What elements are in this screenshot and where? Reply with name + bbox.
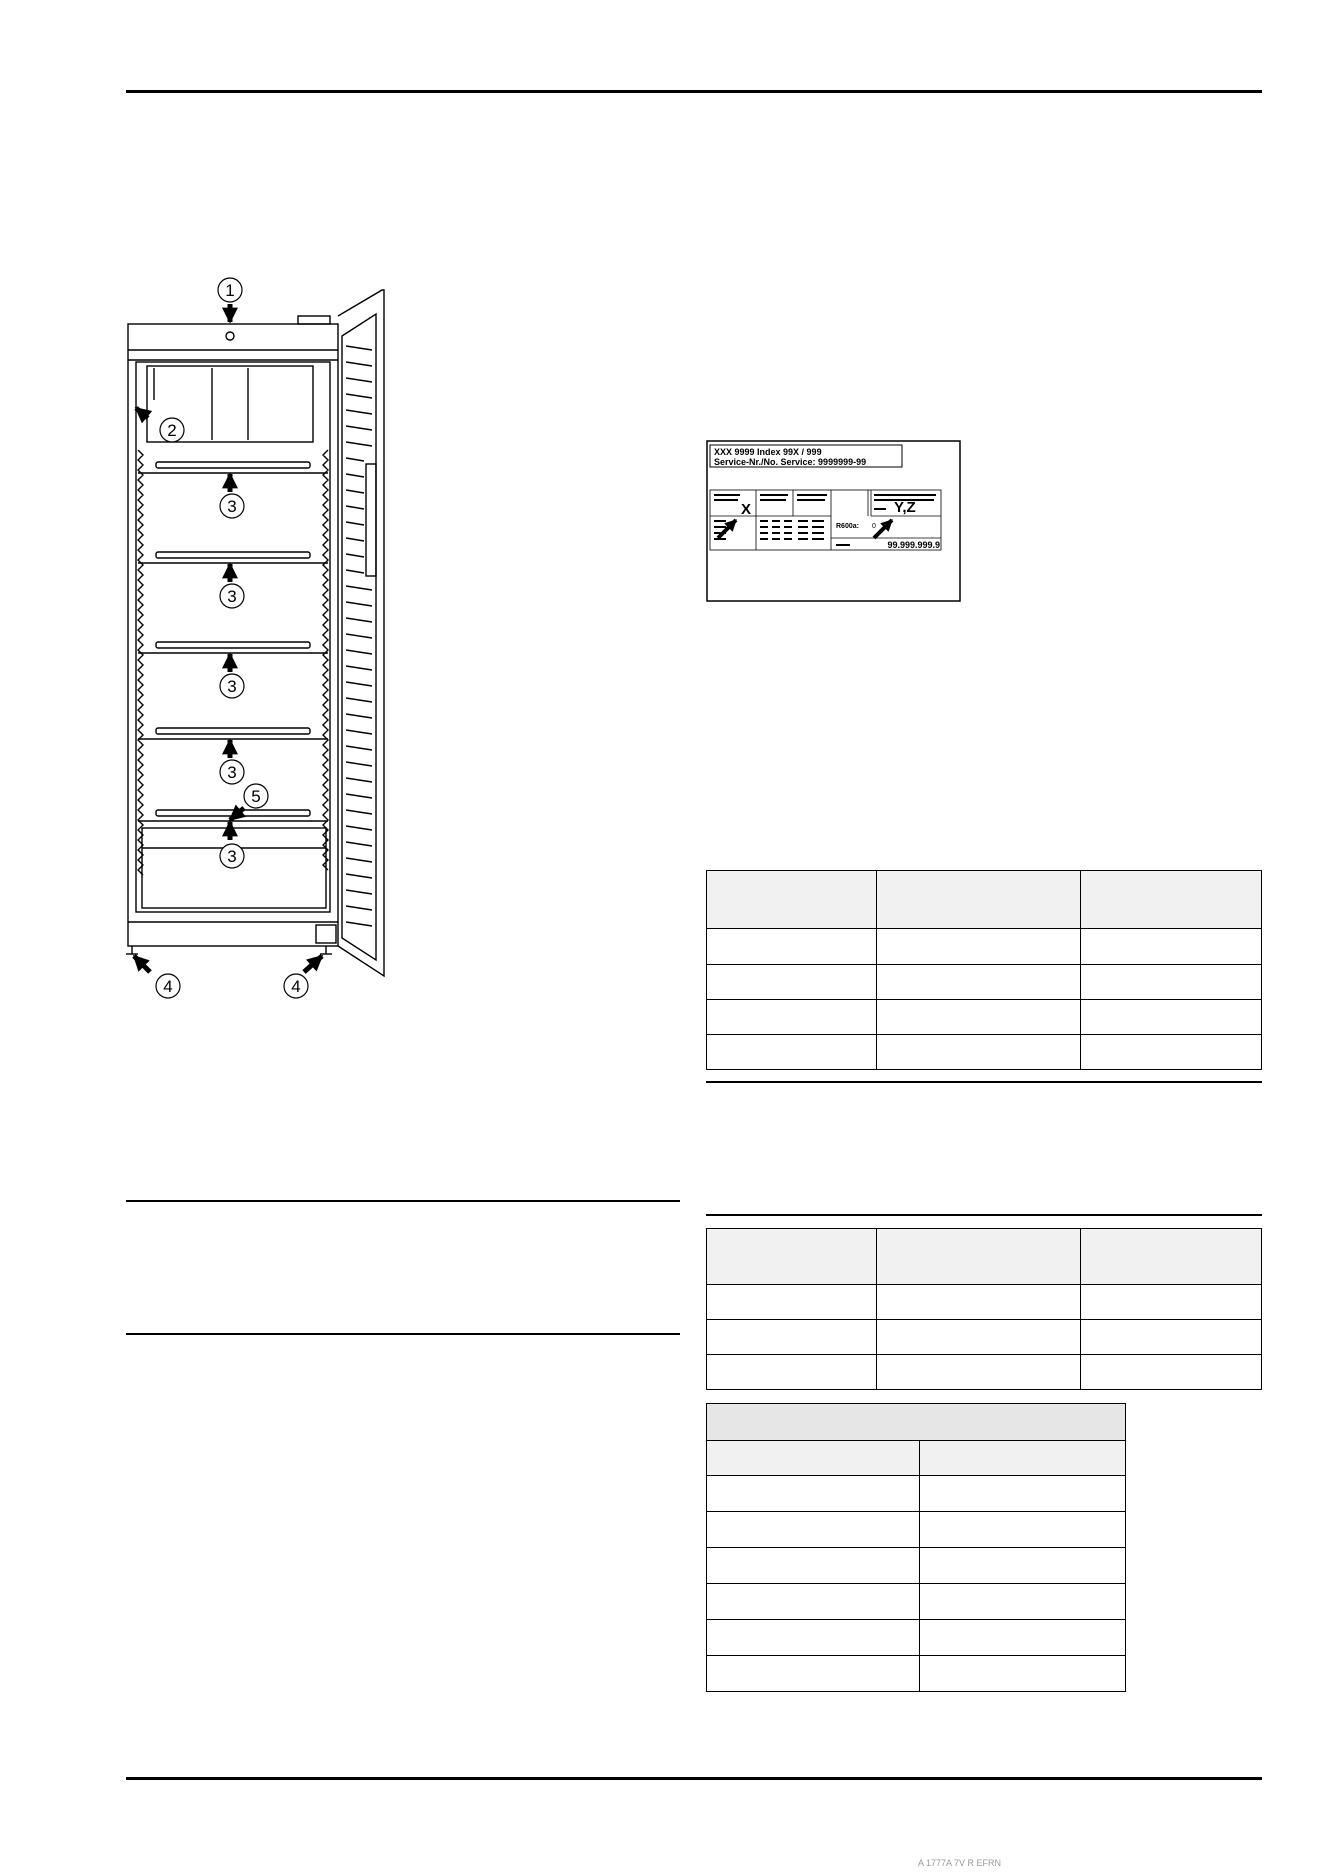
table-cell	[707, 1512, 920, 1548]
table-cell	[707, 929, 877, 965]
left-section-rule-1	[126, 1200, 680, 1202]
table-cell	[1081, 1285, 1262, 1320]
plate-model-line: XXX 9999 Index 99X / 999	[714, 447, 822, 457]
table-row	[707, 965, 1262, 1000]
table-cell	[707, 1584, 920, 1620]
plate-serial-value: 99.999.999.9	[887, 540, 940, 550]
svg-text:3: 3	[227, 497, 237, 516]
table-cell	[876, 1285, 1081, 1320]
table-cell	[920, 1584, 1126, 1620]
svg-text:5: 5	[251, 787, 261, 806]
table-row	[707, 1320, 1262, 1355]
table-c-header	[707, 1441, 1126, 1476]
svg-text:3: 3	[227, 763, 237, 782]
table-cell	[707, 1656, 920, 1692]
plate-refrigerant-label: R600a:	[836, 523, 859, 530]
table-c-title-row	[707, 1404, 1126, 1441]
callout-3-d	[220, 760, 244, 784]
table-row	[707, 929, 1262, 965]
table-cell	[707, 1548, 920, 1584]
table-cell	[876, 1320, 1081, 1355]
table-row	[707, 1620, 1126, 1656]
table-cell	[1081, 1000, 1262, 1035]
table-cell	[920, 1656, 1126, 1692]
table-cell	[707, 1285, 877, 1320]
table-c-header-cell	[920, 1441, 1126, 1476]
svg-text:1: 1	[225, 281, 235, 300]
table-cell	[707, 1000, 877, 1035]
table-b-header	[707, 1229, 1262, 1285]
rating-plate	[706, 440, 962, 604]
table-cell	[707, 965, 877, 1000]
callout-3-e	[220, 844, 244, 868]
table-cell	[1081, 929, 1262, 965]
callout-1	[218, 278, 242, 302]
table-row	[707, 1548, 1126, 1584]
callout-2	[160, 418, 184, 442]
callout-4-right	[284, 974, 308, 998]
table-row	[707, 1512, 1126, 1548]
callout-4-left	[156, 974, 180, 998]
table-c-header-cell	[707, 1441, 920, 1476]
table-row	[707, 1656, 1126, 1692]
table-b-header-cell	[1081, 1229, 1262, 1285]
svg-text:3: 3	[227, 587, 237, 606]
table-b	[706, 1228, 1262, 1390]
plate-marker-yz: Y,Z	[894, 499, 916, 516]
table-cell	[876, 1000, 1081, 1035]
footer-note: A 1777A 7V R EFRN	[918, 1858, 1002, 1868]
table-row	[707, 1355, 1262, 1390]
table-cell	[1081, 1320, 1262, 1355]
svg-text:4: 4	[163, 977, 173, 996]
callout-3-a	[220, 494, 244, 518]
left-rack-rail	[138, 450, 143, 875]
table-cell	[707, 1320, 877, 1355]
table-cell	[707, 1620, 920, 1656]
table-b-header-cell	[876, 1229, 1081, 1285]
table-cell	[876, 1035, 1081, 1070]
top-rule	[126, 90, 1262, 93]
table-row	[707, 1584, 1126, 1620]
table-cell	[920, 1620, 1126, 1656]
svg-text:3: 3	[227, 677, 237, 696]
svg-text:4: 4	[291, 977, 301, 996]
callout-3-b	[220, 584, 244, 608]
table-cell	[876, 929, 1081, 965]
bottom-rule	[126, 1777, 1262, 1780]
table-c-title	[707, 1404, 1126, 1441]
plate-service-line: Service-Nr./No. Service: 9999999-99	[714, 457, 867, 467]
svg-text:2: 2	[167, 421, 177, 440]
plate-marker-x: X	[741, 501, 752, 518]
right-table-rule	[706, 1081, 1262, 1083]
table-cell	[1081, 1035, 1262, 1070]
table-cell	[920, 1512, 1126, 1548]
table-cell	[707, 1476, 920, 1512]
table-cell	[1081, 965, 1262, 1000]
table-c	[706, 1403, 1126, 1692]
table-cell	[920, 1476, 1126, 1512]
table-cell	[707, 1355, 877, 1390]
right-rack-rail	[323, 450, 328, 870]
table-a-header-cell	[876, 871, 1081, 929]
table-row	[707, 1000, 1262, 1035]
table-cell	[1081, 1355, 1262, 1390]
table-b-header-cell	[707, 1229, 877, 1285]
table-a-header	[707, 871, 1262, 929]
table-a-header-cell	[1081, 871, 1262, 929]
callout-5	[244, 784, 268, 808]
plate-refrigerant-value: 0	[872, 523, 876, 530]
table-row	[707, 1035, 1262, 1070]
table-row	[707, 1285, 1262, 1320]
table-cell	[876, 1355, 1081, 1390]
table-a	[706, 870, 1262, 1070]
table-cell	[920, 1548, 1126, 1584]
callout-3-c	[220, 674, 244, 698]
table-cell	[876, 965, 1081, 1000]
table-cell	[707, 1035, 877, 1070]
svg-text:3: 3	[227, 847, 237, 866]
right-section-rule	[706, 1214, 1262, 1216]
appliance-diagram	[120, 270, 400, 1010]
table-row	[707, 1476, 1126, 1512]
left-section-rule-2	[126, 1333, 680, 1335]
table-a-header-cell	[707, 871, 877, 929]
